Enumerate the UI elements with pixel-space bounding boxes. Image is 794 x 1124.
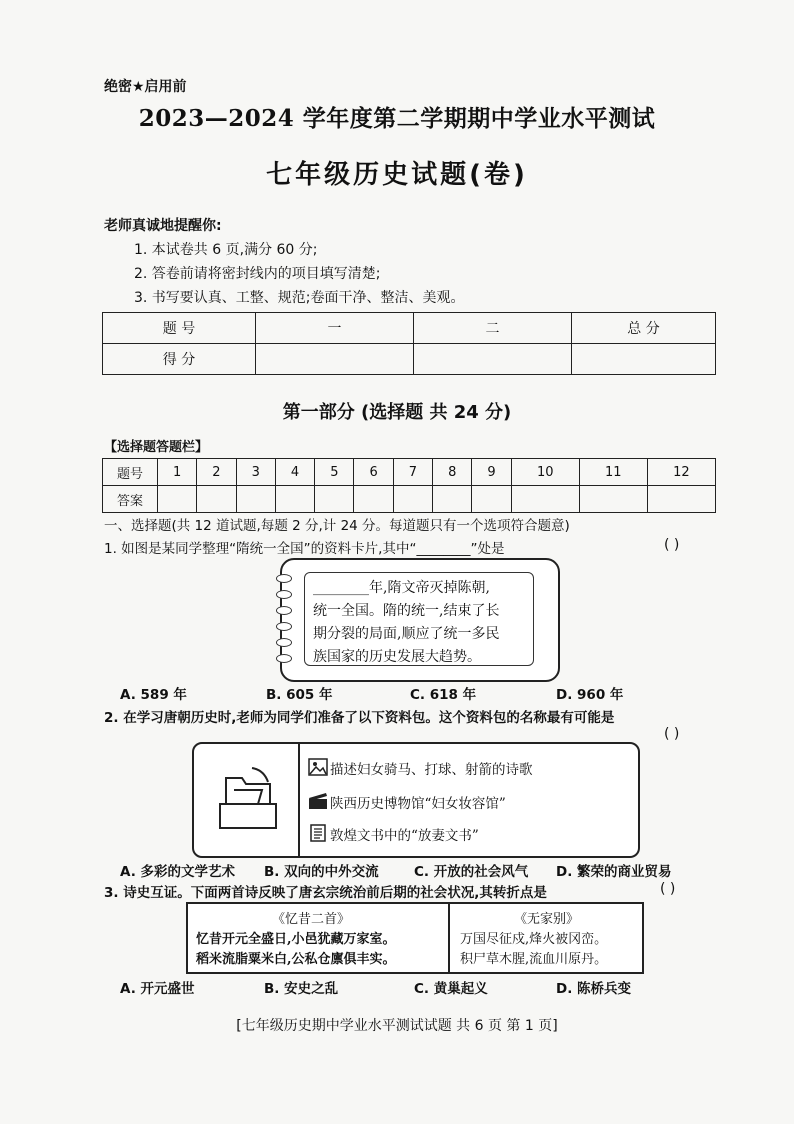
answer-cell[interactable] xyxy=(511,486,579,513)
part1-title: 第一部分 (选择题 共 24 分) xyxy=(282,402,512,423)
score-header-cell: 题 号 xyxy=(103,313,256,344)
binder-ring xyxy=(276,654,292,663)
answer-number-cell: 7 xyxy=(393,459,432,486)
card-line: 族国家的历史发展大趋势。 xyxy=(313,649,481,665)
card-line: 期分裂的局面,顺应了统一多民 xyxy=(313,626,500,642)
poem-2-line: 积尸草木腥,流血川原丹。 xyxy=(460,952,608,967)
folder-icon xyxy=(212,764,284,836)
poem-box xyxy=(186,902,644,974)
reminder-item: 3. 书写要认真、工整、规范;卷面干净、整洁、美观。 xyxy=(134,290,465,306)
option-d[interactable]: D. 960 年 xyxy=(556,687,624,703)
answer-row-label: 题号 xyxy=(103,459,158,486)
score-table xyxy=(102,312,716,375)
answer-paren[interactable]: ( ) xyxy=(664,537,680,553)
binder-ring xyxy=(276,638,292,647)
answer-cell[interactable] xyxy=(472,486,511,513)
exam-title: 2023—2024 学年度第二学期期中学业水平测试 xyxy=(138,105,656,132)
poem-2-title: 《无家别》 xyxy=(514,912,580,927)
score-cell[interactable] xyxy=(572,344,716,375)
question-1-stem: 1. 如图是某同学整理“隋统一全国”的资料卡片,其中“________”处是 xyxy=(104,541,505,557)
option-b[interactable]: B. 安史之乱 xyxy=(264,981,339,997)
resource-pack xyxy=(192,742,640,858)
score-row-label: 得 分 xyxy=(103,344,256,375)
exam-subtitle: 七年级历史试题(卷) xyxy=(266,160,528,190)
card-text xyxy=(304,572,534,666)
option-c[interactable]: C. 黄巢起义 xyxy=(414,981,488,997)
pack-divider xyxy=(298,744,300,856)
answer-number-cell: 2 xyxy=(197,459,236,486)
confidential-mark: 绝密★启用前 xyxy=(104,79,187,95)
poem-1-title: 《忆昔二首》 xyxy=(272,912,351,927)
answer-number-cell: 11 xyxy=(579,459,647,486)
answer-cell[interactable] xyxy=(236,486,275,513)
answer-number-cell: 6 xyxy=(354,459,393,486)
pack-item: 描述妇女骑马、打球、射箭的诗歌 xyxy=(330,762,533,778)
binder-ring xyxy=(276,606,292,615)
score-cell[interactable] xyxy=(414,344,572,375)
answer-number-cell: 8 xyxy=(433,459,472,486)
option-b[interactable]: B. 605 年 xyxy=(266,687,333,703)
section-heading: 一、选择题(共 12 道试题,每题 2 分,计 24 分。每道题只有一个选项符合题意) xyxy=(104,518,570,534)
answer-number-cell: 9 xyxy=(472,459,511,486)
answer-table xyxy=(102,458,716,513)
binder-ring xyxy=(276,622,292,631)
answer-cell[interactable] xyxy=(579,486,647,513)
option-a[interactable]: A. 多彩的文学艺术 xyxy=(120,864,236,880)
answer-number-cell: 3 xyxy=(236,459,275,486)
document-icon xyxy=(308,824,328,842)
poem-divider xyxy=(448,904,450,972)
binder-ring xyxy=(276,590,292,599)
answer-label: 答案 xyxy=(103,486,158,513)
answer-number-cell: 12 xyxy=(647,459,715,486)
score-header-cell: 二 xyxy=(414,313,572,344)
answer-paren[interactable]: ( ) xyxy=(660,881,676,897)
option-b[interactable]: B. 双向的中外交流 xyxy=(264,864,379,880)
score-cell[interactable] xyxy=(256,344,414,375)
option-a[interactable]: A. 开元盛世 xyxy=(120,981,195,997)
score-header-cell: 总 分 xyxy=(572,313,716,344)
reminder-heading: 老师真诚地提醒你: xyxy=(104,218,222,234)
answer-cell[interactable] xyxy=(433,486,472,513)
card-line: 统一全国。隋的统一,结束了长 xyxy=(313,603,500,619)
answer-cell[interactable] xyxy=(393,486,432,513)
option-c[interactable]: C. 开放的社会风气 xyxy=(414,864,529,880)
option-c[interactable]: C. 618 年 xyxy=(410,687,477,703)
poem-2-line: 万国尽征戍,烽火被冈峦。 xyxy=(460,932,608,947)
answer-cell[interactable] xyxy=(354,486,393,513)
poem-1-line: 稻米流脂粟米白,公私仓廪俱丰实。 xyxy=(196,952,396,967)
page-footer: [七年级历史期中学业水平测试试题 共 6 页 第 1 页] xyxy=(236,1018,558,1034)
answer-number-cell: 4 xyxy=(275,459,314,486)
answer-number-cell: 10 xyxy=(511,459,579,486)
option-d[interactable]: D. 繁荣的商业贸易 xyxy=(556,864,672,880)
poem-1-line: 忆昔开元全盛日,小邑犹藏万家室。 xyxy=(196,932,396,947)
option-a[interactable]: A. 589 年 xyxy=(120,687,187,703)
answer-cell[interactable] xyxy=(647,486,715,513)
image-icon xyxy=(308,758,328,776)
option-d[interactable]: D. 陈桥兵变 xyxy=(556,981,632,997)
answer-bar-heading: 【选择题答题栏】 xyxy=(104,440,209,455)
question-3-stem: 3. 诗史互证。下面两首诗反映了唐玄宗统治前后期的社会状况,其转折点是 xyxy=(104,885,547,901)
score-header-cell: 一 xyxy=(256,313,414,344)
answer-cell[interactable] xyxy=(315,486,354,513)
reminder-item: 2. 答卷前请将密封线内的项目填写清楚; xyxy=(134,266,381,282)
card-line: ________年,隋文帝灭掉陈朝, xyxy=(313,580,490,596)
answer-cell[interactable] xyxy=(275,486,314,513)
answer-number-cell: 1 xyxy=(158,459,197,486)
answer-number-cell: 5 xyxy=(315,459,354,486)
info-card xyxy=(280,558,560,682)
answer-cell[interactable] xyxy=(158,486,197,513)
pack-item: 陕西历史博物馆“妇女妆容馆” xyxy=(330,796,506,812)
answer-cell[interactable] xyxy=(197,486,236,513)
clapperboard-icon xyxy=(308,792,328,810)
question-2-stem: 2. 在学习唐朝历史时,老师为同学们准备了以下资料包。这个资料包的名称最有可能是 xyxy=(104,710,615,726)
pack-item: 敦煌文书中的“放妻文书” xyxy=(330,828,479,844)
answer-paren[interactable]: ( ) xyxy=(664,726,680,742)
reminder-item: 1. 本试卷共 6 页,满分 60 分; xyxy=(134,242,318,258)
binder-ring xyxy=(276,574,292,583)
